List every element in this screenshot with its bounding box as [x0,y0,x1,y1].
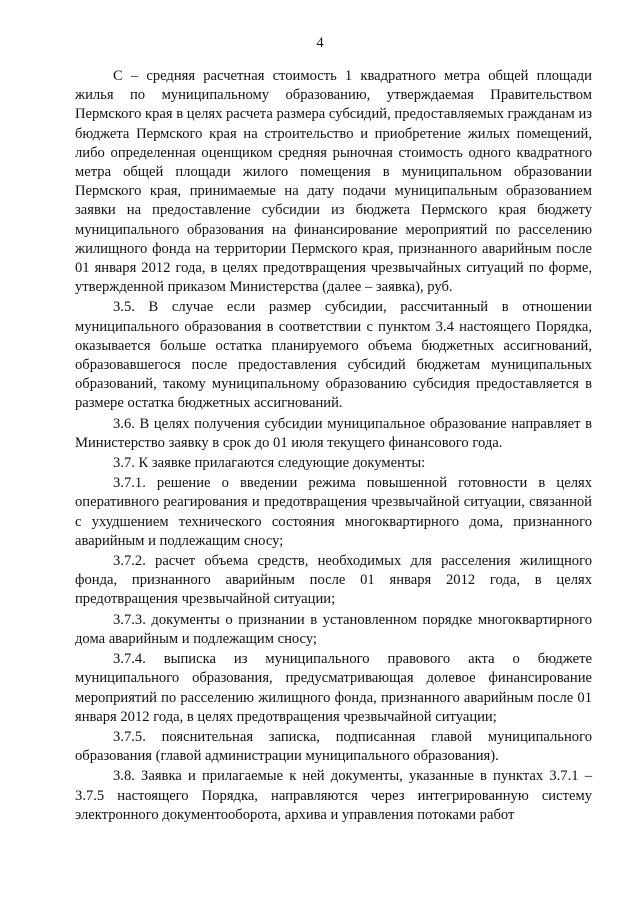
page-number: 4 [316,35,324,51]
paragraph-3-7-1: 3.7.1. решение о введении режима повышенной готовности в целях оперативного реагирования и предотвращения чрезвычайной ситуации, связанной с ухудшением технического состояния многоквартирного дома, признанного аварийным и подлежащим сносу; [75,475,592,549]
paragraph-3-7-4: 3.7.4. выписка из муниципального правового акта о бюджете муниципального образования, предусматривающая долевое финансирование мероприятий по расселению жилищного фонда, признанного аварийным после 01 января 2012 года, в целях предотвращения чрезвычайной ситуации; [75,651,592,725]
paragraph-3-8: 3.8. Заявка и прилагаемые к ней документы, указанные в пунктах 3.7.1 – 3.7.5 настоящего Порядка, направляются через интегрированную систему электронного документооборота, архива и управления потоками работ [75,768,592,823]
paragraph-3-7: 3.7. К заявке прилагаются следующие документы: [113,455,426,472]
paragraph-3-7-3: 3.7.3. документы о признании в установленном порядке многоквартирного дома аварийным и подлежащим сносу; [75,611,592,647]
paragraph-3-6: 3.6. В целях получения субсидии муниципальное образование направляет в Министерство заявку в срок до 01 июля текущего финансового года. [75,415,592,451]
paragraph-c-definition: С – средняя расчетная стоимость 1 квадратного метра общей площади жилья по муниципальному образованию, утверждаемая Правительством Пермского края в целях расчета размера субсидий, предоставляемых гражданам из бюджета Пермского края на строительство и приобретение жилых помещений, либо определенная оценщиком средняя рыночная стоимость одного квадратного метра общей площади жилого помещения в муниципальном образовании Пермского края, принимаемые на дату подачи муниципальным образованием заявки на предоставление субсидии из бюджета Пермского края бюджету муниципального образования на финансирование мероприятий по расселению жилищного фонда на территории Пермского края, признанного аварийным после 01 января 2012 года, в целях предотвращения чрезвычайных ситуаций по форме, утвержденной приказом Министерства (далее – заявка), руб. [75,68,593,296]
document-body [75,67,592,826]
paragraph-3-7-2: 3.7.2. расчет объема средств, необходимых для расселения жилищного фонда, признанного аварийным после 01 января 2012 года, в целях предотвращения чрезвычайной ситуации; [75,553,592,608]
paragraph-3-7-5: 3.7.5. пояснительная записка, подписанная главой муниципального образования (главой администрации муниципального образования). [75,728,592,765]
paragraph-3-5: 3.5. В случае если размер субсидии, рассчитанный в отношении муниципального образования в соответствии с пунктом 3.4 настоящего Порядка, оказывается больше остатка планируемого объема бюджетных ассигнований, образовавшегося после предоставления субсидий бюджетам муниципальных образований, такому муниципальному образованию субсидия предоставляется в размере остатка бюджетных ассигнований. [75,299,592,412]
